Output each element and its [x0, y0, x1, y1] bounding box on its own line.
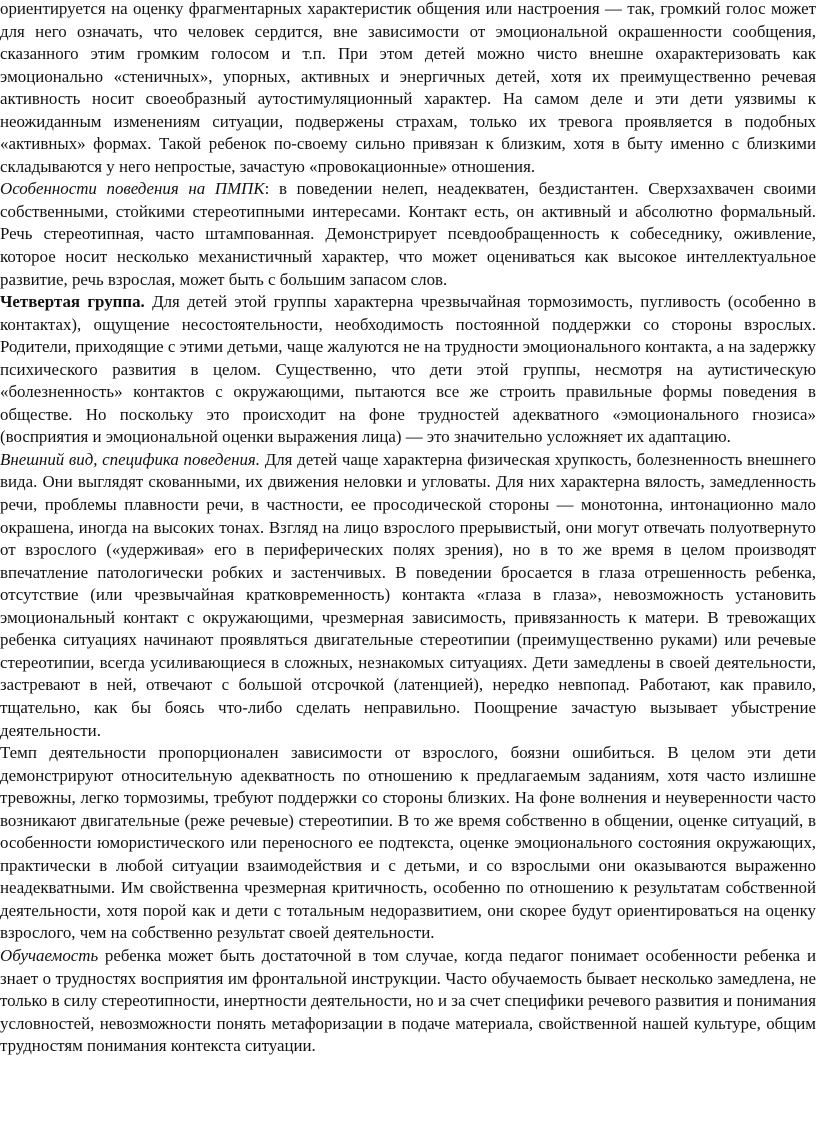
paragraph-4-text: Для детей чаще характерна физическая хрупкость, болезненность внешнего вида. Они выглядят скованными, их движения неловки и угловаты. Для них характерна вялость, замедленность речи, проблемы плавности речи, в частности, ее просодической стороны — монотонна, интонационно мало окрашена, иногда на высоких тонах. Взгляд на лицо взрослого прерывистый, они могут отвечать полуотвернуто от взрослого («удерживая» его в периферических полях зрения), но в то же время в целом производят впечатление патологически робких и застенчивых. В поведении бросается в глаза отрешенность ребенка, отсутствие (или чрезвычайная кратковременность) контакта «глаза в глаза», невозможность установить эмоциональный контакт с окружающими, чрезмерная зависимость, привязанность к матери. В тревожащих ребенка ситуациях начинают проявляться двигательные стереотипии (преимущественно руками) или речевые стереотипии, всегда усиливающиеся в сложных, незнакомых ситуациях. Дети замедлены в своей деятельности, застревают в ней, отвечают с большой отсрочкой (латенцией), нередко невпопад. Работают, как правило, тщательно, как бы боясь что-либо сделать неправильно. Поощрение зачастую вызывает убыстрение деятельности.	[0, 449, 816, 740]
paragraph-4-heading: Внешний вид, специфика поведения.	[0, 449, 260, 469]
paragraph-6-text: ребенка может быть достаточной в том случае, когда педагог понимает особенности ребенка и знает о трудностях восприятия им фронтальной инструкции. Часто обучаемость бывает несколько замедлена, не только в силу стереотипности, инертности деятельности, но и за счет специфики речевого развития и понимания условностей, невозможности понять метафоризации в подаче материала, свойственной нашей культуре, общим трудностям понимания контекста ситуации.	[0, 945, 816, 1056]
paragraph-2-text: : в поведении нелеп, неадекватен, бездистантен. Сверхзахвачен своими собственными, стойкими стереотипными интересами. Контакт есть, он активный и абсолютно формальный. Речь стереотипная, часто штампованная. Демонстрирует псевдообращенность к собеседнику, оживление, которое носит несколько механистичный характер, что может оцениваться как высокое интеллектуальное развитие, речь взрослая, может быть с большим запасом слов.	[0, 179, 816, 289]
paragraph-3-heading: Четвертая группа.	[0, 292, 145, 312]
paragraph-5	[0, 742, 816, 945]
paragraph-3	[0, 291, 816, 449]
paragraph-4	[0, 449, 816, 742]
paragraph-6	[0, 945, 816, 1058]
paragraph-2	[0, 178, 816, 291]
paragraph-1	[0, 0, 816, 178]
paragraph-1-text: ориентируется на оценку фрагментарных характеристик общения или настроения — так, громкий голос может для него означать, что человек сердится, вне зависимости от эмоциональной окрашенности сообщения, сказанного этим громким голосом и т.п. При этом детей можно чисто внешне охарактеризовать как эмоционально «стеничных», упорных, активных и энергичных детей, хотя их преимущественно речевая активность носит своеобразный аутостимуляционный характер. На самом деле и эти дети уязвимы к неожиданным изменениям ситуации, подвержены страхам, только их тревога проявляется в подобных «активных» формах. Такой ребенок по-своему сильно привязан к близким, хотя в быту именно с близкими складываются у него непростые, зачастую «провокационные» отношения.	[0, 0, 816, 176]
paragraph-5-text: Темп деятельности пропорционален зависимости от взрослого, боязни ошибиться. В целом эти дети демонстрируют относительную адекватность по отношению к предлагаемым заданиям, хотя часто излишне тревожны, легко тормозимы, требуют поддержки со стороны близких. На фоне волнения и неуверенности часто возникают двигательные (реже речевые) стереотипии. В то же время собственно в общении, оценке ситуаций, в особенности юмористического или переносного ее подтекста, оценке эмоционального состояния окружающих, практически в любой ситуации взаимодействия и с детьми, и со взрослыми они оказываются выраженно неадекватными. Им свойственна чрезмерная критичность, особенно по отношению к результатам собственной деятельности, хотя порой как и дети с тотальным недоразвитием, они скорее будут ориентироваться на оценку взрослого, чем на собственно результат своей деятельности.	[0, 743, 816, 943]
paragraph-6-heading: Обучаемость	[0, 945, 99, 965]
paragraph-2-heading: Особенности поведения на ПМПК	[0, 179, 265, 199]
paragraph-3-text: Для детей этой группы характерна чрезвычайная тормозимость, пугливость (особенно в контактах), ощущение несостоятельности, необходимость постоянной поддержки со стороны взрослых. Родители, приходящие с этими детьми, чаще жалуются не на трудности эмоционального контакта, а на задержку психического развития в целом. Существенно, что дети этой группы, несмотря на аутистическую «болезненность» контактов с окружающими, пытаются все же строить правильные формы поведения в обществе. Но поскольку это происходит на фоне трудностей адекватного «эмоционального гнозиса» (восприятия и эмоциональной оценки выражения лица) — это значительно усложняет их адаптацию.	[0, 292, 816, 447]
